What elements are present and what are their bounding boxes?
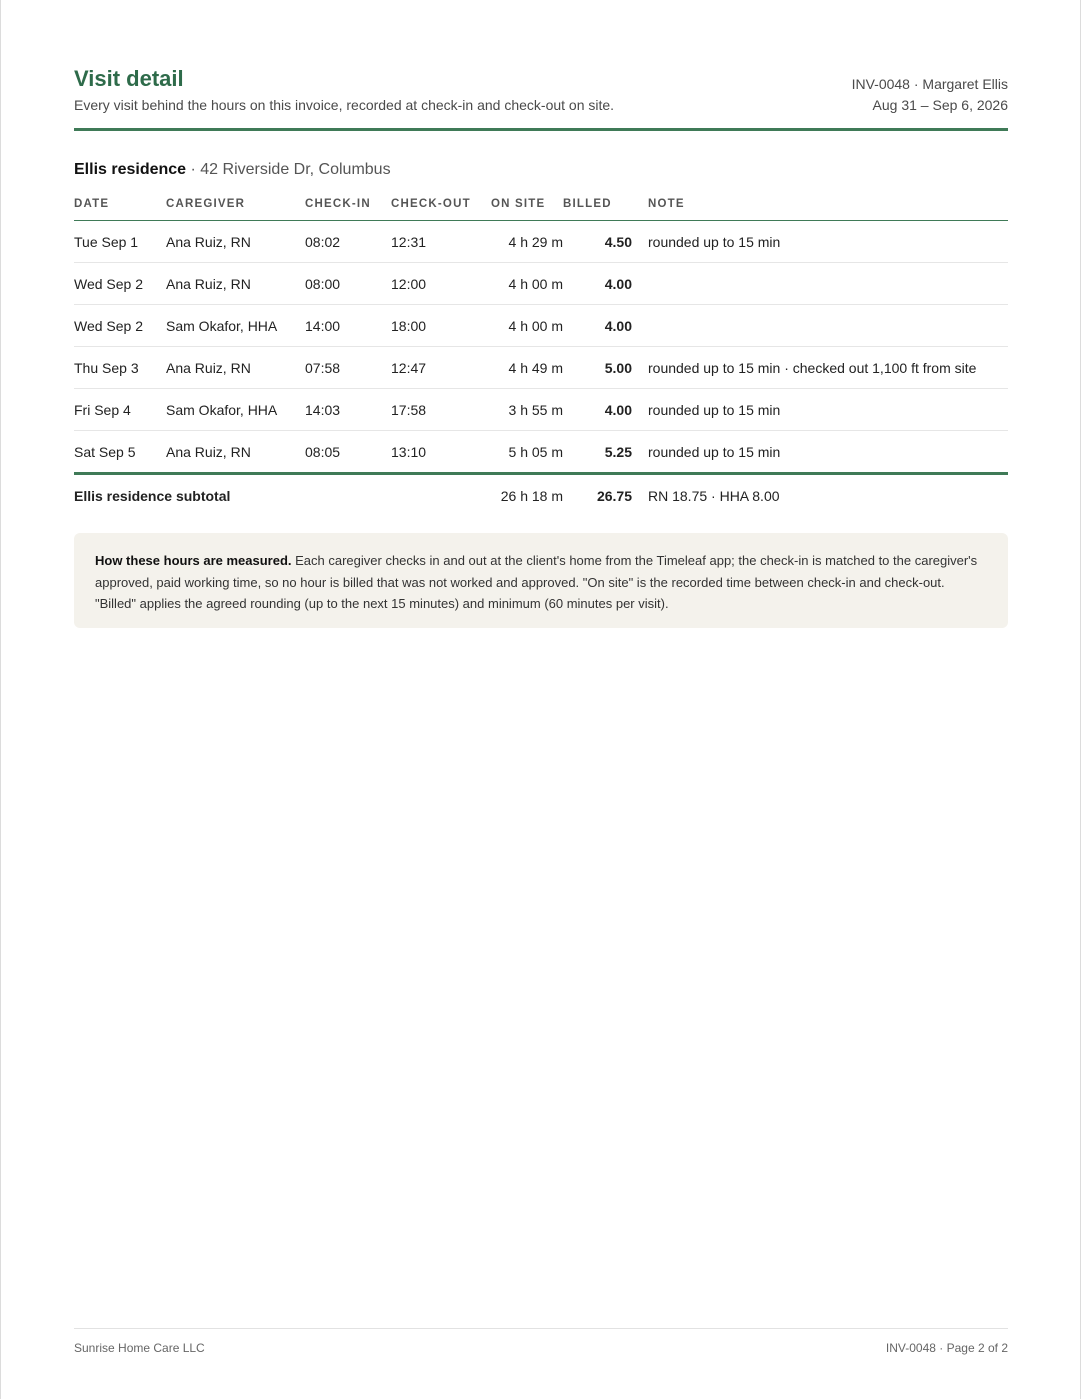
cell-check-out: 12:31 [391, 221, 491, 263]
cell-caregiver: Sam Okafor, HHA [166, 389, 305, 431]
cell-billed: 4.00 [563, 389, 632, 431]
measurement-note-body: Each caregiver checks in and out at the client's home from the Timeleaf app; the check-in is matched to the caregiver's approved, paid working time, so no hour is billed that was not worked and approved. "On site" is the recorded time between check-in and check-out. "Billed" applies the agreed rounding (up to the next 15 minutes) and minimum (60 minutes per visit). [95, 553, 978, 611]
subtotal-on-site: 26 h 18 m [500, 488, 563, 504]
cell-check-out: 18:00 [391, 305, 491, 347]
column-header-on-site: ON SITE [491, 188, 563, 221]
subtotal-row [74, 474, 1008, 518]
residence-name: Ellis residence [74, 161, 187, 178]
cell-on-site: 4 h 29 m [491, 221, 563, 263]
footer-page-number: INV-0048 · Page 2 of 2 [885, 1341, 1008, 1355]
cell-caregiver: Ana Ruiz, RN [166, 347, 305, 389]
column-header-note: NOTE [632, 188, 1008, 221]
residence-address: · 42 Riverside Dr, Columbus [186, 161, 391, 178]
cell-on-site: 3 h 55 m [491, 389, 563, 431]
cell-check-out: 13:10 [391, 431, 491, 474]
table-row [74, 263, 1008, 305]
footer-company: Sunrise Home Care LLC [74, 1341, 205, 1355]
cell-billed: 4.00 [563, 263, 632, 305]
cell-check-out: 12:00 [391, 263, 491, 305]
cell-note [632, 263, 1008, 305]
table-row [74, 347, 1008, 389]
cell-date: Wed Sep 2 [74, 305, 166, 347]
cell-billed: 5.00 [563, 347, 632, 389]
cell-caregiver: Sam Okafor, HHA [166, 305, 305, 347]
section-heading [74, 160, 391, 180]
cell-check-in: 07:58 [305, 347, 391, 389]
table-row [74, 389, 1008, 431]
page-subtitle: Every visit behind the hours on this invoice, recorded at check-in and check-out on site. [74, 97, 615, 113]
column-header-billed: BILLED [563, 188, 632, 221]
column-header-caregiver: CAREGIVER [166, 188, 305, 221]
cell-caregiver: Ana Ruiz, RN [166, 431, 305, 474]
measurement-note [74, 533, 1008, 628]
cell-date: Sat Sep 5 [74, 431, 166, 474]
cell-note: rounded up to 15 min [632, 389, 1008, 431]
cell-on-site: 4 h 49 m [491, 347, 563, 389]
cell-on-site: 4 h 00 m [491, 305, 563, 347]
table-row [74, 305, 1008, 347]
column-header-check-out: CHECK-OUT [391, 188, 491, 221]
cell-check-out: 17:58 [391, 389, 491, 431]
cell-check-in: 08:00 [305, 263, 391, 305]
footer-divider [74, 1328, 1008, 1329]
cell-note [632, 305, 1008, 347]
table-row [74, 431, 1008, 474]
subtotal-label: Ellis residence subtotal [74, 488, 231, 504]
cell-on-site: 4 h 00 m [491, 263, 563, 305]
invoice-client: INV-0048 · Margaret Ellis [851, 76, 1008, 92]
column-header-date: DATE [74, 188, 166, 221]
cell-note: rounded up to 15 min [632, 221, 1008, 263]
cell-check-in: 08:02 [305, 221, 391, 263]
page-title: Visit detail [74, 66, 184, 91]
page-header [74, 64, 1008, 114]
table-header-row [74, 188, 1008, 221]
cell-on-site: 5 h 05 m [491, 431, 563, 474]
cell-billed: 5.25 [563, 431, 632, 474]
cell-note: rounded up to 15 min [632, 431, 1008, 474]
cell-check-in: 08:05 [305, 431, 391, 474]
subtotal-breakdown: RN 18.75 · HHA 8.00 [648, 488, 780, 504]
cell-caregiver: Ana Ruiz, RN [166, 263, 305, 305]
cell-check-in: 14:00 [305, 305, 391, 347]
cell-date: Wed Sep 2 [74, 263, 166, 305]
column-header-check-in: CHECK-IN [305, 188, 391, 221]
cell-note: rounded up to 15 min · checked out 1,100 ft from site [632, 347, 1008, 389]
header-divider [74, 128, 1008, 131]
cell-check-out: 12:47 [391, 347, 491, 389]
invoice-meta [852, 74, 1008, 116]
invoice-period: Aug 31 – Sep 6, 2026 [872, 97, 1008, 113]
cell-date: Thu Sep 3 [74, 347, 166, 389]
cell-date: Fri Sep 4 [74, 389, 166, 431]
subtotal-billed: 26.75 [596, 488, 632, 504]
cell-date: Tue Sep 1 [74, 221, 166, 263]
measurement-note-lead: How these hours are measured. [95, 553, 292, 568]
cell-billed: 4.00 [563, 305, 632, 347]
cell-check-in: 14:03 [305, 389, 391, 431]
visits-table [74, 188, 1008, 517]
cell-billed: 4.50 [563, 221, 632, 263]
cell-caregiver: Ana Ruiz, RN [166, 221, 305, 263]
table-row [74, 221, 1008, 263]
